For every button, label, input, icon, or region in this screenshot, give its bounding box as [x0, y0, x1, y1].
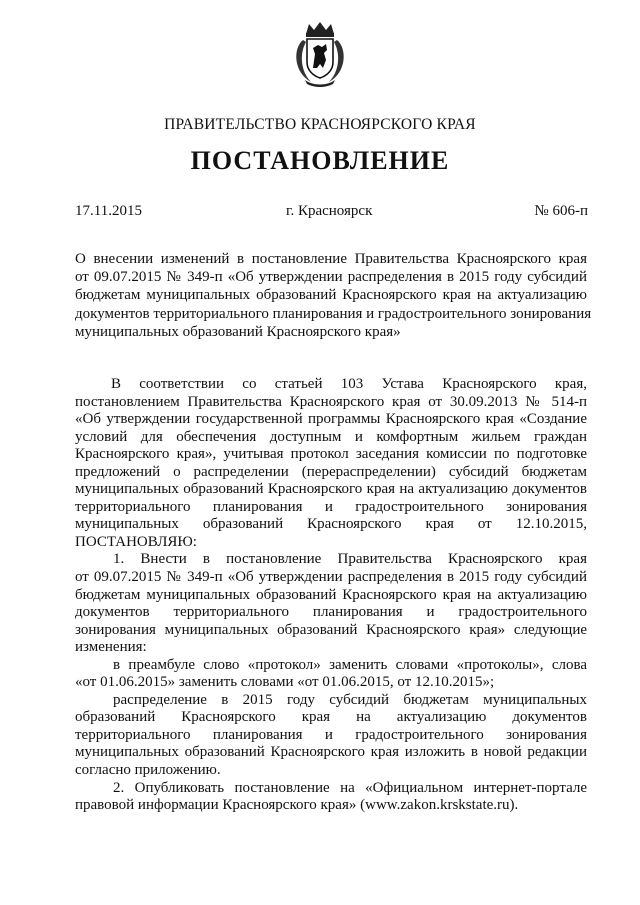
body-line: «Об утверждении государственной программы Красноярского края «Создание	[75, 411, 587, 428]
body-line: от 09.07.2015 № 349-п «Об утверждении распределения в 2015 году субсидий	[75, 569, 587, 586]
body-line: зонирования муниципальных образований Красноярского края» следующие	[75, 621, 587, 638]
document-date: 17.11.2015	[75, 203, 142, 219]
body-line: 2. Опубликовать постановление на «Официальном интернет-портале	[113, 779, 587, 796]
government-title: ПРАВИТЕЛЬСТВО КРАСНОЯРСКОГО КРАЯ	[164, 116, 476, 133]
body-line: условий для обеспечения доступным и комфортным жильем граждан	[75, 428, 587, 445]
body-line: муниципальных образований Красноярского края на актуализацию документов	[75, 481, 587, 498]
body-line: правовой информации Красноярского края» (www.zakon.krskstate.ru).	[75, 797, 519, 814]
resolution-body	[75, 376, 587, 815]
title-line: от 09.07.2015 № 349-п «Об утверждении распределения в 2015 году субсидий	[75, 269, 587, 286]
body-line: согласно приложению.	[75, 762, 221, 779]
title-line: документов территориального планирования и градостроительного зонирования	[75, 305, 592, 322]
document-city: г. Красноярск	[286, 203, 373, 219]
body-line: бюджетам муниципальных образований Красноярского края на актуализацию	[75, 586, 587, 603]
body-line: муниципальных образований Красноярского края от 12.10.2015,	[75, 516, 587, 533]
title-line: бюджетам муниципальных образований Красноярского края на актуализацию	[75, 287, 587, 304]
document-type-heading: ПОСТАНОВЛЕНИЕ	[190, 146, 450, 175]
body-line: ПОСТАНОВЛЯЮ:	[75, 533, 197, 550]
title-line: муниципальных образований Красноярского края»	[75, 323, 401, 340]
body-line: территориального планирования и градостроительного зонирования	[75, 498, 587, 515]
body-line: документов территориального планирования и градостроительного	[75, 604, 587, 621]
body-line: в преамбуле слово «протокол» заменить словами «протоколы», слова	[113, 656, 587, 673]
body-line: Красноярского края», учитывая протокол заседания комиссии по подготовке	[75, 446, 587, 463]
body-line: «от 01.06.2015» заменить словами «от 01.06.2015, от 12.10.2015»;	[75, 674, 495, 691]
resolution-title	[75, 250, 592, 341]
body-line: В соответствии со статьей 103 Устава Красноярского края,	[111, 376, 587, 392]
body-line: образований Красноярского края на актуализацию документов	[75, 709, 587, 726]
body-line: территориального планирования и градостроительного зонирования	[75, 726, 587, 743]
body-line: распределение в 2015 году субсидий бюджетам муниципальных	[113, 691, 587, 708]
body-line: муниципальных образований Красноярского края изложить в новой редакции	[75, 744, 587, 761]
coat-of-arms-emblem	[289, 20, 351, 88]
title-line: О внесении изменений в постановление Правительства Красноярского края	[75, 251, 587, 267]
body-line: изменения:	[75, 639, 147, 656]
document-number: № 606-п	[534, 203, 588, 219]
body-line: предложений о распределении (перераспределении) субсидий бюджетам	[75, 463, 587, 480]
body-line: постановлением Правительства Красноярского края от 30.09.2013 № 514-п	[75, 393, 587, 410]
body-line: 1. Внести в постановление Правительства Красноярского края	[113, 551, 587, 568]
